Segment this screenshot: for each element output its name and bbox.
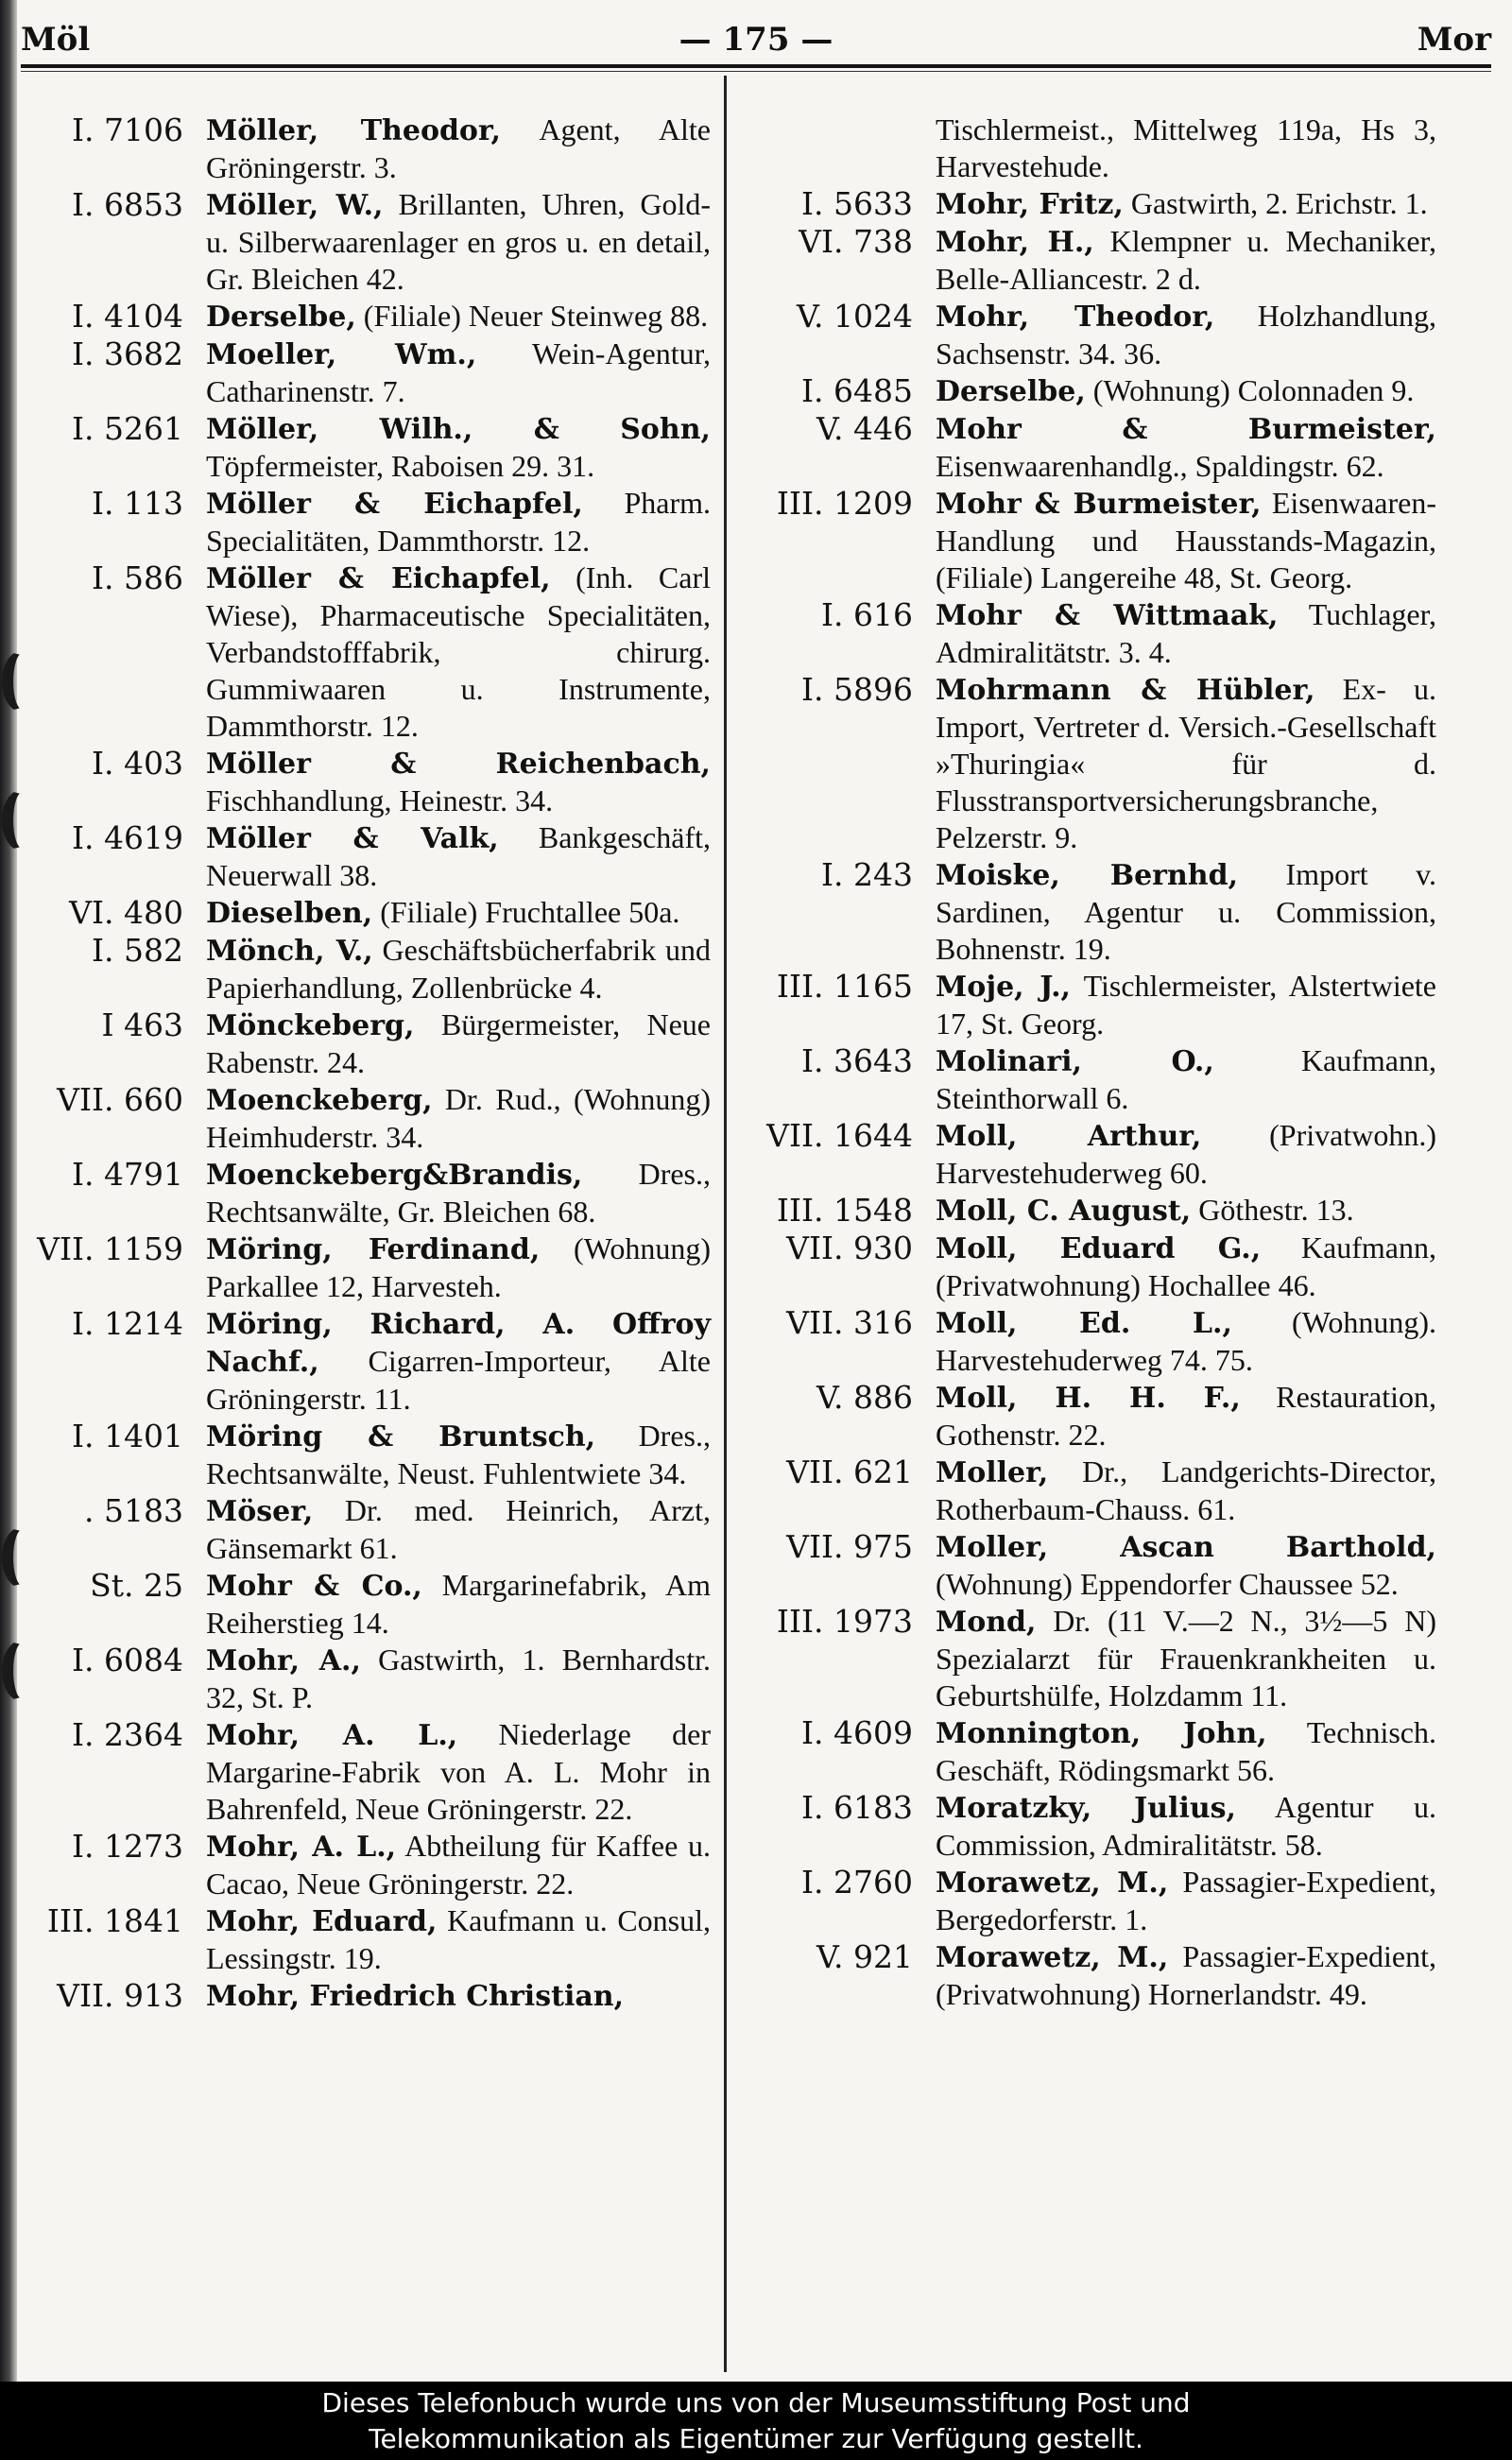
entry-text: [936, 1603, 1436, 1714]
phone-number: III. 1973: [776, 1603, 913, 1640]
phone-number: V. 886: [816, 1379, 913, 1416]
entry-details: (Wohnung) Parkallee 12, Harvesteh.: [206, 1231, 711, 1303]
directory-entry: [747, 1528, 1436, 1603]
entry-name: Moiske, Bernhd,: [936, 859, 1239, 892]
header-right-keyword: Mor: [1417, 21, 1491, 59]
entry-details: Fischhandlung, Heinestr. 34.: [206, 783, 554, 817]
directory-entry: [30, 298, 711, 335]
entry-text: [936, 1938, 1436, 2013]
entry-text: [206, 1006, 711, 1081]
entry-text: [936, 1192, 1436, 1230]
directory-entry: [747, 372, 1436, 410]
entry-text: [936, 112, 1436, 185]
directory-entry: [30, 485, 711, 559]
entry-details: Dres., Rechtsanwälte, Neust. Fuhlentwiete 34.: [206, 1419, 711, 1490]
entry-name: Mohr, H.,: [936, 226, 1094, 259]
entry-name: Mohr & Burmeister,: [936, 413, 1436, 446]
entry-name: Moll, C. August,: [936, 1195, 1192, 1228]
entry-name: Mohr & Co.,: [206, 1570, 422, 1603]
directory-entry: [747, 1117, 1436, 1192]
directory-entry: [30, 1828, 711, 1902]
directory-entry: [747, 968, 1436, 1042]
entry-text: [936, 485, 1436, 596]
directory-entry: [747, 1042, 1436, 1117]
directory-entry: [30, 1977, 711, 2015]
directory-entry: [30, 112, 711, 186]
entry-text: [206, 1977, 711, 2015]
entry-name: Mohr, Friedrich Christian,: [206, 1980, 625, 2013]
entry-details: Tischlermeister, Alstertwiete 17, St. Georg.: [936, 969, 1436, 1041]
entry-text: [936, 671, 1436, 856]
entry-name: Moenckeberg&Brandis,: [206, 1159, 583, 1192]
entry-text: [936, 1304, 1436, 1379]
entry-details: Bürgermeister, Neue Rabenstr. 24.: [206, 1007, 711, 1079]
entry-details: Kaufmann, (Privatwohnung) Hochallee 46.: [936, 1230, 1436, 1302]
phone-number: I. 1214: [72, 1305, 183, 1342]
entry-details: Tuchlager, Admiralitätstr. 3. 4.: [936, 597, 1436, 669]
phone-number: I. 2364: [72, 1716, 183, 1753]
entry-text: [206, 410, 711, 485]
directory-entry: [30, 1006, 711, 1081]
entry-text: [206, 186, 711, 298]
phone-number: I. 2760: [801, 1864, 913, 1901]
phone-number: I. 4609: [801, 1714, 913, 1751]
directory-entry: [747, 298, 1436, 372]
entry-details: Brillanten, Uhren, Gold- u. Silberwaarenlager en gros u. en detail, Gr. Bleichen 42.: [206, 187, 711, 296]
entry-text: [936, 1379, 1436, 1454]
phone-number: VI. 738: [799, 223, 913, 260]
entry-name: Möring & Bruntsch,: [206, 1420, 596, 1454]
entry-text: [936, 1230, 1436, 1304]
directory-entry: [747, 1864, 1436, 1938]
entry-text: [936, 1454, 1436, 1528]
phone-number: I. 582: [91, 932, 183, 969]
directory-entry: [747, 1714, 1436, 1789]
entry-name: Mohr, A. L.,: [206, 1831, 397, 1864]
entry-text: [206, 1716, 711, 1828]
entry-name: Möller, W.,: [206, 189, 384, 222]
entry-name: Moller,: [936, 1456, 1049, 1489]
entry-text: [936, 223, 1436, 298]
phone-number: I. 4791: [72, 1156, 183, 1193]
entry-details: Dres., Rechtsanwälte, Gr. Bleichen 68.: [206, 1157, 711, 1229]
phone-number: III. 1209: [776, 485, 913, 522]
directory-entry: [747, 185, 1436, 223]
phone-number: I. 4619: [72, 819, 183, 856]
directory-entry: [747, 856, 1436, 968]
entry-name: Morawetz, M.,: [936, 1941, 1169, 1974]
entry-text: [936, 1714, 1436, 1789]
entry-name: Mohr, Fritz,: [936, 188, 1124, 221]
entry-text: [206, 1828, 711, 1902]
entry-details: (Privatwohn.) Harvestehuderweg 60.: [936, 1118, 1437, 1190]
entry-text: [936, 372, 1436, 410]
directory-entry: [30, 1418, 711, 1492]
entry-name: Mönckeberg,: [206, 1009, 415, 1042]
directory-entry: [747, 1230, 1436, 1304]
entry-details: Göthestr. 13.: [1191, 1193, 1354, 1227]
entry-details: (Wohnung) Eppendorfer Chaussee 52.: [936, 1567, 1399, 1601]
phone-number: V. 1024: [796, 298, 913, 335]
directory-entry: [30, 1567, 711, 1642]
directory-entry: [30, 1492, 711, 1567]
entry-text: [206, 1642, 711, 1716]
phone-number: VII. 930: [786, 1230, 913, 1266]
phone-number: VI. 480: [69, 894, 183, 931]
column-divider: [724, 76, 727, 2372]
entry-text: [936, 298, 1436, 372]
phone-number: V. 446: [816, 410, 913, 447]
directory-entry: [30, 559, 711, 745]
entry-name: Monnington, John,: [936, 1717, 1267, 1750]
entry-text: [206, 1902, 711, 1977]
entry-details: Eisenwaarenhandlg., Spaldingstr. 62.: [936, 449, 1384, 483]
entry-name: Möller & Eichapfel,: [206, 488, 583, 521]
entry-details: (Wohnung). Harvestehuderweg 74. 75.: [936, 1305, 1436, 1377]
entry-name: Mönch, V.,: [206, 935, 373, 968]
entry-text: [206, 1156, 711, 1230]
entry-name: Moeller, Wm.,: [206, 338, 477, 371]
entry-details: Ex- u. Import, Vertreter d. Versich.-Gesellschaft »Thuringia« für d. Flusstransportversicherungsbranche, Pelzerstr. 9.: [936, 672, 1436, 854]
entry-name: Möring, Ferdinand,: [206, 1233, 541, 1266]
entry-text: [936, 1042, 1436, 1117]
phone-number: VII. 316: [786, 1304, 913, 1341]
directory-entry: [30, 1716, 711, 1828]
directory-entry: [747, 1603, 1436, 1714]
phone-number: I. 5633: [801, 185, 913, 222]
entry-name: Dieselben,: [206, 897, 373, 930]
phone-number: I. 6853: [72, 186, 183, 223]
entry-details: Dr. Rud., (Wohnung) Heimhuderstr. 34.: [206, 1082, 711, 1154]
entry-details: (Inh. Carl Wiese), Pharmaceutische Specialitäten, Verbandstofffabrik, chirurg. Gummiwaaren u. Instrumente, Dammthorstr. 12.: [206, 560, 711, 743]
entry-details: (Filiale) Fruchtallee 50a.: [372, 895, 680, 929]
directory-entry: [747, 1192, 1436, 1230]
entry-text: [206, 1418, 711, 1492]
directory-entry: [30, 932, 711, 1006]
entry-details: Wein-Agentur, Catharinenstr. 7.: [206, 336, 711, 408]
entry-details: Töpfermeister, Raboisen 29. 31.: [206, 449, 595, 483]
entry-name: Derselbe,: [206, 301, 356, 334]
phone-number: VII. 975: [786, 1528, 913, 1565]
entry-name: Morawetz, M.,: [936, 1867, 1169, 1900]
directory-entry: [747, 112, 1436, 185]
entry-text: [936, 968, 1436, 1042]
entry-name: Möller, Theodor,: [206, 114, 502, 147]
entry-name: Mohr, Theodor,: [936, 301, 1215, 334]
phone-number: I. 6485: [801, 372, 913, 409]
entry-details: Gastwirth, 2. Erichstr. 1.: [1123, 186, 1428, 220]
phone-number: I. 616: [820, 596, 913, 633]
entry-name: Moll, Eduard G.,: [936, 1232, 1262, 1265]
phone-number: I. 3643: [801, 1042, 913, 1079]
entry-details: (Wohnung) Colonnaden 9.: [1085, 373, 1415, 407]
directory-entry: [747, 1454, 1436, 1528]
directory-entry: [30, 186, 711, 298]
phone-number: VII. 1159: [37, 1230, 183, 1267]
entry-name: Mohrmann & Hübler,: [936, 674, 1315, 707]
entry-name: Möller & Reichenbach,: [206, 748, 711, 781]
phone-number: I. 586: [91, 559, 183, 596]
phone-number: I. 3682: [72, 335, 183, 372]
entry-name: Mohr, A.,: [206, 1644, 361, 1677]
phone-number: III. 1165: [776, 968, 913, 1005]
entry-text: [206, 932, 711, 1006]
phone-number: VII. 621: [786, 1454, 913, 1490]
phone-number: VII. 913: [57, 1977, 183, 2014]
footer-line-2: Telekommunikation als Eigentümer zur Verfügung gestellt.: [369, 2423, 1143, 2454]
phone-number: VII. 1644: [766, 1117, 913, 1154]
phone-number: I. 7106: [72, 112, 183, 148]
entry-text: [206, 1305, 711, 1418]
directory-entry: [30, 1642, 711, 1716]
entry-details: Agent, Alte Gröningerstr. 3.: [206, 112, 711, 184]
directory-entry: [747, 1304, 1436, 1379]
directory-entry: [747, 1938, 1436, 2013]
entry-details: Abtheilung für Kaffee u. Cacao, Neue Gröningerstr. 22.: [206, 1829, 711, 1901]
directory-entry: [30, 1230, 711, 1305]
directory-entry: [30, 745, 711, 819]
page-header: [21, 13, 1491, 62]
entry-name: Mond,: [936, 1606, 1037, 1639]
phone-number: St. 25: [90, 1567, 183, 1604]
phone-number: I. 1273: [72, 1828, 183, 1865]
entry-details: Klempner u. Mechaniker, Belle-Alliancestr. 2 d.: [936, 224, 1437, 296]
phone-number: I. 113: [91, 485, 183, 522]
entry-text: [936, 596, 1436, 671]
entry-name: Moller, Ascan Barthold,: [936, 1531, 1436, 1564]
directory-entry: [30, 1156, 711, 1230]
entry-text: [206, 298, 711, 335]
phone-number: V. 921: [816, 1938, 913, 1975]
directory-entry: [30, 335, 711, 410]
entry-details: Agentur u. Commission, Admiralitätstr. 58.: [936, 1790, 1436, 1862]
left-column: [30, 112, 711, 2015]
directory-entry: [747, 410, 1436, 485]
phone-number: III. 1548: [776, 1192, 913, 1229]
footer-line-1: Dieses Telefonbuch wurde uns von der Museumsstiftung Post und: [321, 2387, 1191, 2418]
entry-text: [936, 1864, 1436, 1938]
phone-number: I. 5261: [72, 410, 183, 447]
entry-details: Import v. Sardinen, Agentur u. Commission, Bohnenstr. 19.: [936, 857, 1437, 966]
directory-entry: [30, 410, 711, 485]
book-spine-shadow: [0, 0, 17, 2382]
phone-number: I 463: [101, 1006, 183, 1043]
entry-details: Dr. med. Heinrich, Arzt, Gänsemarkt 61.: [206, 1493, 711, 1565]
directory-entry: [30, 894, 711, 932]
entry-details: Eisenwaaren-Handlung und Hausstands-Magazin, (Filiale) Langereihe 48, St. Georg.: [936, 486, 1436, 594]
entry-text: [936, 1789, 1436, 1864]
entry-text: [936, 1528, 1436, 1603]
entry-text: [206, 1081, 711, 1156]
entry-text: [206, 112, 711, 186]
entry-text: [206, 559, 711, 745]
entry-details: Margarinefabrik, Am Reiherstieg 14.: [206, 1568, 712, 1640]
entry-text: [936, 410, 1436, 485]
entry-details: Kaufmann, Steinthorwall 6.: [936, 1043, 1436, 1115]
entry-text: [206, 335, 711, 410]
phone-number: III. 1841: [46, 1902, 183, 1939]
entry-text: [936, 185, 1436, 223]
phone-number: I. 6183: [801, 1789, 913, 1826]
entry-details: Tischlermeist., Mittelweg 119a, Hs 3, Harvestehude.: [936, 112, 1436, 183]
directory-entry: [747, 1789, 1436, 1864]
directory-entry: [30, 819, 711, 894]
entry-text: [206, 1492, 711, 1567]
phone-number: I. 5896: [801, 671, 913, 708]
page-number: — 175 —: [679, 21, 833, 59]
entry-details: (Filiale) Neuer Steinweg 88.: [355, 299, 709, 333]
entry-name: Möller & Eichapfel,: [206, 562, 551, 595]
entry-details: Technisch. Geschäft, Rödingsmarkt 56.: [936, 1715, 1436, 1787]
entry-details: Restauration, Gothenstr. 22.: [936, 1380, 1436, 1452]
directory-entry: [747, 1379, 1436, 1454]
phone-number: I. 6084: [72, 1642, 183, 1678]
entry-name: Moll, H. H. F.,: [936, 1382, 1241, 1415]
entry-name: Moll, Arthur,: [936, 1120, 1202, 1153]
entry-text: [206, 1230, 711, 1305]
entry-details: Kaufmann u. Consul, Lessingstr. 19.: [206, 1903, 711, 1975]
entry-details: Holzhandlung, Sachsenstr. 34. 36.: [936, 299, 1436, 370]
phone-number: VII. 660: [57, 1081, 183, 1118]
entry-details: Passagier-Expedient, (Privatwohnung) Hornerlandstr. 49.: [936, 1939, 1436, 2011]
entry-name: Molinari, O.,: [936, 1045, 1214, 1078]
header-left-keyword: Möl: [21, 21, 91, 59]
header-rule-thin: [21, 71, 1491, 72]
entry-text: [206, 485, 711, 559]
phone-number: I. 1401: [72, 1418, 183, 1454]
entry-text: [206, 745, 711, 819]
directory-entry: [747, 671, 1436, 856]
entry-text: [206, 1567, 711, 1642]
footer-notice: [0, 2382, 1512, 2460]
right-column: [747, 112, 1436, 2013]
directory-entry: [747, 596, 1436, 671]
phone-number: I. 4104: [72, 298, 183, 335]
directory-entry: [30, 1902, 711, 1977]
entry-details: Pharm. Specialitäten, Dammthorstr. 12.: [206, 486, 712, 558]
phone-number: . 5183: [84, 1492, 183, 1529]
entry-details: Gastwirth, 1. Bernhardstr. 32, St. P.: [206, 1643, 711, 1714]
entry-name: Moratzky, Julius,: [936, 1792, 1236, 1825]
entry-details: Bankgeschäft, Neuerwall 38.: [206, 820, 711, 892]
entry-name: Mohr & Wittmaak,: [936, 599, 1279, 632]
entry-name: Mohr, A. L.,: [206, 1719, 458, 1752]
entry-name: Derselbe,: [936, 375, 1086, 408]
directory-entry: [30, 1081, 711, 1156]
entry-name: Möser,: [206, 1495, 314, 1528]
entry-name: Moje, J.,: [936, 971, 1071, 1004]
entry-details: Dr., Landgerichts-Director, Rotherbaum-Chauss. 61.: [936, 1454, 1436, 1526]
entry-details: Cigarren-Importeur, Alte Gröningerstr. 11.: [206, 1344, 711, 1416]
entry-name: Moll, Ed. L.,: [936, 1307, 1232, 1340]
entry-name: Möller, Wilh., & Sohn,: [206, 413, 711, 446]
entry-details: Passagier-Expedient, Bergedorferstr. 1.: [936, 1865, 1436, 1936]
entry-details: Dr. (11 V.—2 N., 3½—5 N) Spezialarzt für Frauenkrankheiten u. Geburtshülfe, Holzdamm 11.: [936, 1604, 1436, 1712]
entry-name: Möller & Valk,: [206, 822, 499, 855]
entry-name: Möring, Richard, A. Offroy Nachf.,: [206, 1308, 711, 1379]
entry-text: [936, 856, 1436, 968]
phone-number: I. 243: [820, 856, 913, 893]
directory-entry: [30, 1305, 711, 1418]
entry-text: [936, 1117, 1436, 1192]
directory-entry: [747, 485, 1436, 596]
phone-number: I. 403: [91, 745, 183, 782]
entry-details: Niederlage der Margarine-Fabrik von A. L. Mohr in Bahrenfeld, Neue Gröningerstr. 22.: [206, 1717, 711, 1826]
entry-name: Mohr & Burmeister,: [936, 488, 1262, 521]
header-rule: [21, 64, 1491, 68]
entry-name: Mohr, Eduard,: [206, 1905, 438, 1938]
entry-details: Geschäftsbücherfabrik und Papierhandlung, Zollenbrücke 4.: [206, 933, 711, 1005]
entry-text: [206, 894, 711, 932]
entry-text: [206, 819, 711, 894]
entry-name: Moenckeberg,: [206, 1084, 433, 1117]
directory-entry: [747, 223, 1436, 298]
phone-number: [747, 112, 936, 185]
